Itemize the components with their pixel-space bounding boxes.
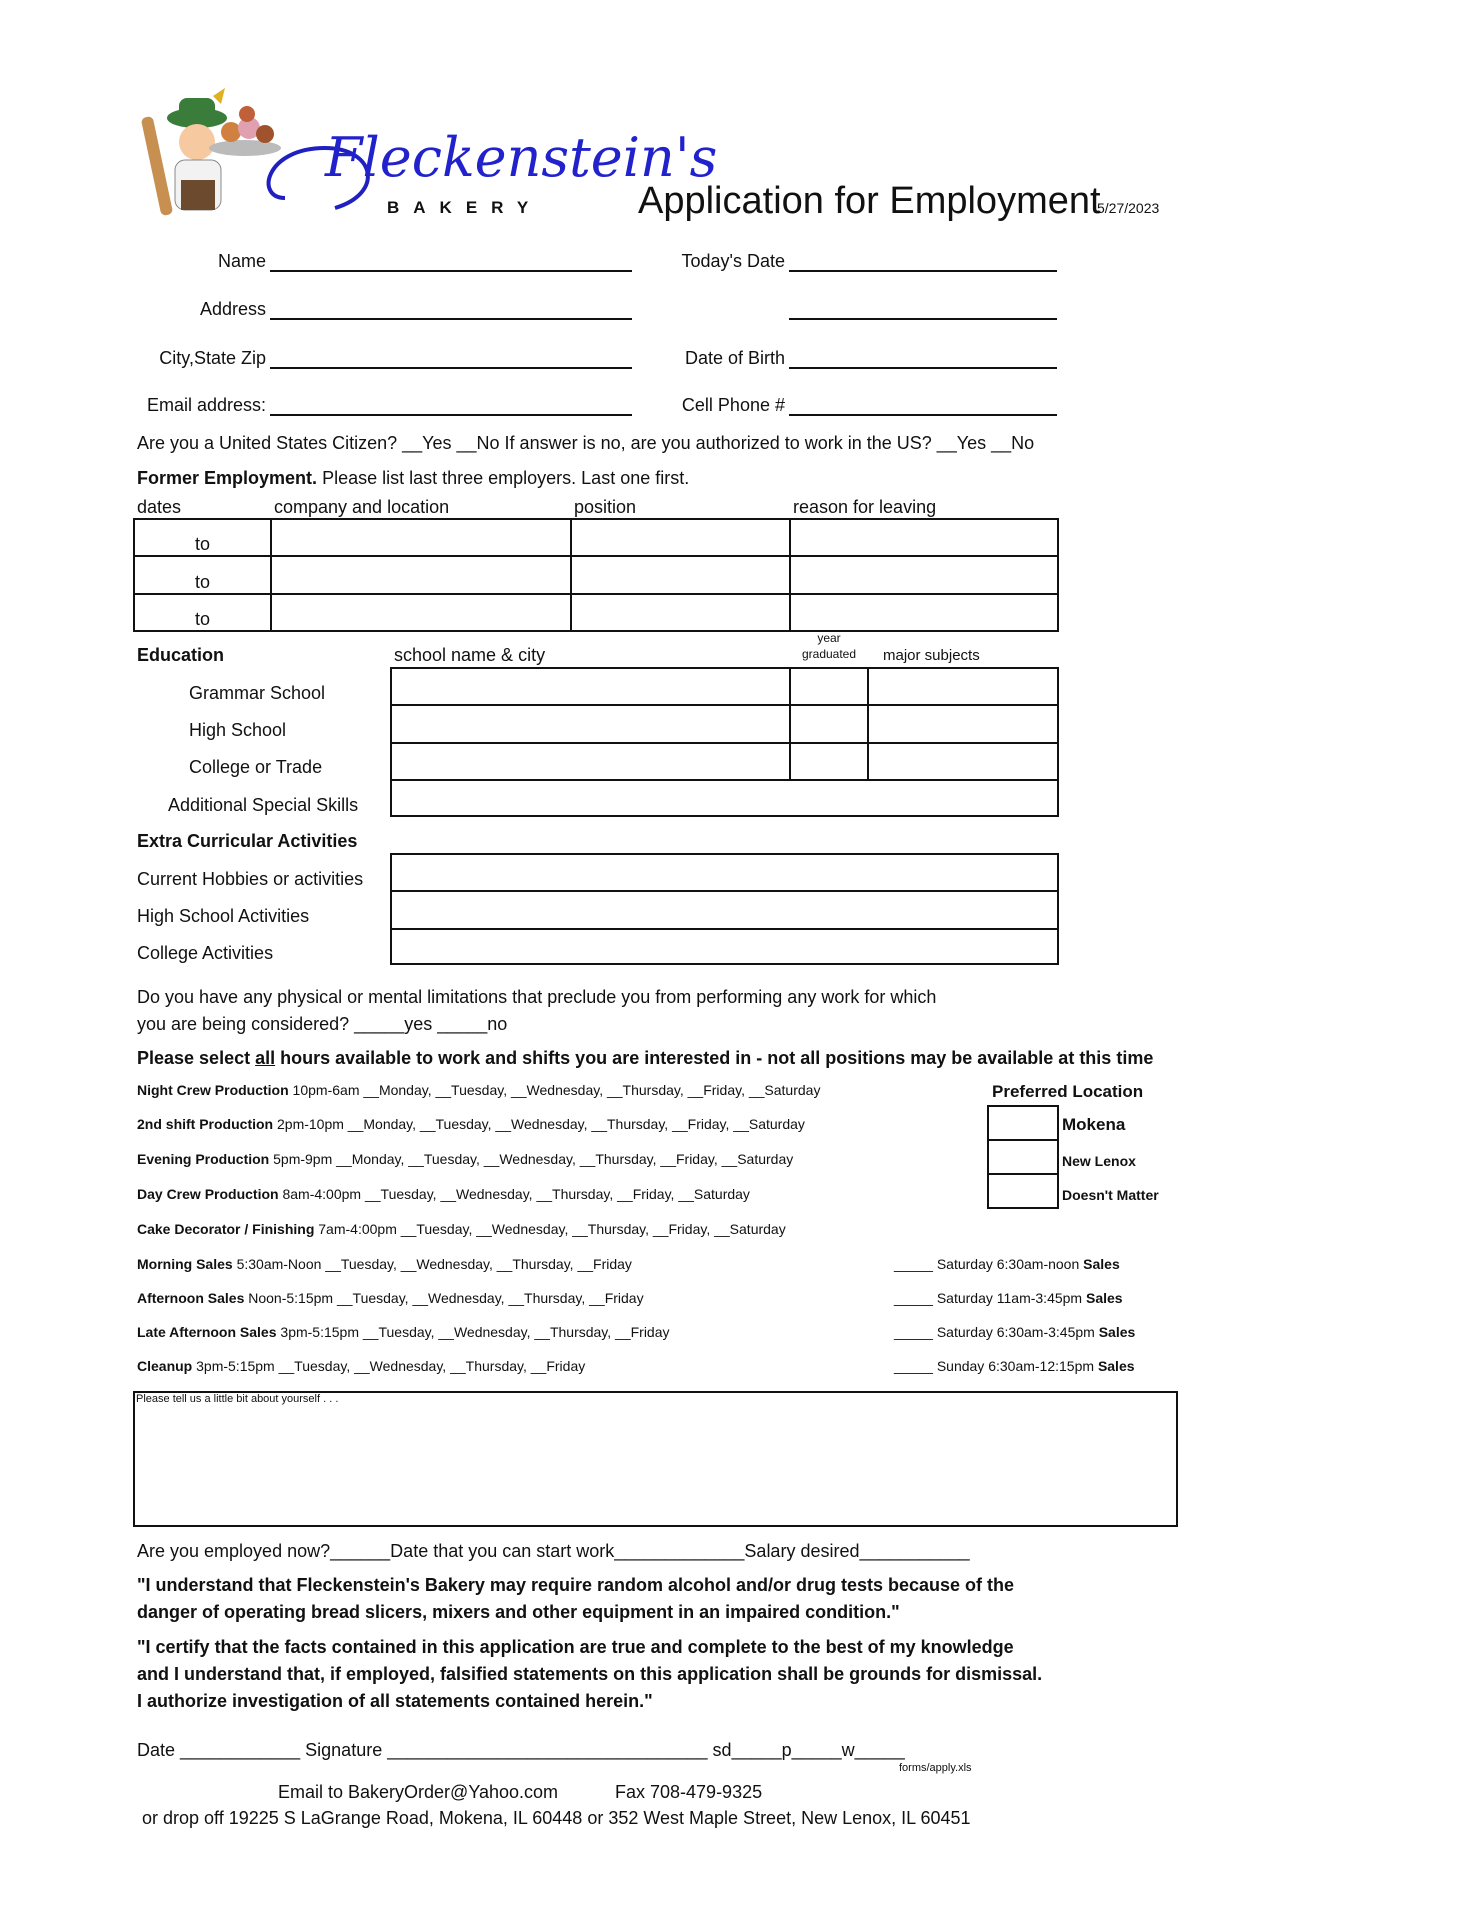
shift-row[interactable] [137,1082,820,1098]
shift-detail: 10pm-6am __Monday, __Tuesday, __Wednesday, __Thursday, __Friday, __Saturday [288,1082,821,1098]
shift-row[interactable] [137,1256,632,1272]
cell-field[interactable] [789,414,1057,416]
employment-title: Former Employment. [137,468,318,488]
contact-email: Email to BakeryOrder@Yahoo.com [278,1782,559,1802]
address-label: Address [199,299,266,319]
education-row-divider [390,779,1059,781]
college-activities-label: College Activities [137,943,274,963]
education-row-divider [390,704,1059,706]
location-mokena: Mokena [1062,1115,1126,1134]
education-heading: Education [137,645,225,665]
college-label: College or Trade [189,757,323,777]
about-yourself-textarea[interactable] [133,1391,1178,1527]
shift-name: Day Crew Production [137,1186,279,1202]
shift-name: Cake Decorator / Finishing [137,1221,315,1237]
shift-detail: 3pm-5:15pm __Tuesday, __Wednesday, __Thursday, __Friday [192,1358,586,1374]
weekend-text: _____ Sunday 6:30am-12:15pm [894,1358,1098,1374]
hours-heading-all: all [255,1048,276,1068]
city-field[interactable] [270,367,632,369]
shift-name: 2nd shift Production [137,1116,274,1132]
limitations-line1: Do you have any physical or mental limitations that preclude you from performing any work for which [137,987,937,1007]
high-school-label: High School [189,720,287,740]
hs-activities-label: High School Activities [137,906,310,926]
location-checkbox-new-lenox[interactable] [987,1139,1059,1175]
weekend-sales: Sales [1097,1358,1135,1374]
employment-row-to: to [195,534,211,554]
location-new-lenox: New Lenox [1062,1153,1136,1169]
shift-detail: 3pm-5:15pm __Tuesday, __Wednesday, __Thursday, __Friday [276,1324,670,1340]
grammar-school-label: Grammar School [189,683,326,703]
email-field[interactable] [270,414,632,416]
weekend-text: _____ Saturday 6:30am-3:45pm [894,1324,1099,1340]
about-yourself-label: Please tell us a little bit about yourself . . . [136,1393,339,1405]
location-doesnt-matter: Doesn't Matter [1062,1187,1159,1203]
page-title: Application for Employment [638,180,1101,222]
name-label: Name [217,251,266,271]
col-year-line1: year [817,631,841,645]
logo-sub-text: BAKERY [387,198,543,217]
shift-name: Night Crew Production [137,1082,289,1098]
education-row-divider [390,742,1059,744]
shift-detail: 5:30am-Noon __Tuesday, __Wednesday, __Thursday, __Friday [232,1256,632,1272]
employment-col-divider [270,518,272,632]
skills-label: Additional Special Skills [168,795,359,815]
contact-fax: Fax 708-479-9325 [615,1782,763,1802]
hours-heading-post: hours available to work and shifts you are interested in - not all positions may be available at this time [275,1048,1154,1068]
address-field[interactable] [270,318,632,320]
col-school: school name & city [394,645,546,665]
employment-instruction: Please list last three employers. Last one first. [322,468,690,488]
extra-heading: Extra Curricular Activities [137,831,358,851]
hobbies-label: Current Hobbies or activities [137,869,364,889]
todays-date-label: Today's Date [681,251,785,271]
form-reference: forms/apply.xls [899,1762,972,1774]
certify-statement-2: and I understand that, if employed, falsified statements on this application shall be grounds for dismissal. [137,1664,1043,1684]
col-position: position [574,497,637,517]
shift-name: Evening Production [137,1151,270,1167]
employment-col-divider [789,518,791,632]
name-field[interactable] [270,270,632,272]
employment-heading [137,468,689,489]
weekend-shift[interactable] [894,1256,1120,1272]
col-company: company and location [274,497,450,517]
location-checkbox-mokena[interactable] [987,1105,1059,1141]
employment-row-to: to [195,609,211,629]
todays-date-field[interactable] [789,270,1057,272]
extra-row-divider [390,890,1059,892]
logo-brand-text: Fleckenstein's [325,126,718,189]
contact-dropoff: or drop off 19225 S LaGrange Road, Mokena, IL 60448 or 352 West Maple Street, New Lenox, IL 60451 [142,1808,971,1828]
weekend-shift[interactable] [894,1358,1135,1374]
weekend-sales: Sales [1085,1290,1123,1306]
shift-name: Morning Sales [137,1256,233,1272]
extra-table[interactable] [390,853,1059,965]
employment-row-to: to [195,572,211,592]
shift-name: Cleanup [137,1358,193,1374]
shift-detail: 5pm-9pm __Monday, __Tuesday, __Wednesday, __Thursday, __Friday, __Saturday [269,1151,794,1167]
address-field-2[interactable] [789,318,1057,320]
shift-row[interactable] [137,1290,644,1306]
dob-label: Date of Birth [684,348,785,368]
shift-row[interactable] [137,1358,585,1374]
weekend-text: _____ Saturday 11am-3:45pm [894,1290,1086,1306]
form-date: 5/27/2023 [1097,200,1160,216]
col-year-line2: graduated [801,647,857,661]
shift-row[interactable] [137,1221,786,1237]
shift-detail: 2pm-10pm __Monday, __Tuesday, __Wednesday, __Thursday, __Friday, __Saturday [273,1116,805,1132]
education-col-divider [789,667,791,780]
location-heading: Preferred Location [992,1082,1144,1101]
shift-row[interactable] [137,1151,793,1167]
bakery-logo [135,88,718,228]
weekend-text: _____ Saturday 6:30am-noon [894,1256,1084,1272]
employment-col-divider [570,518,572,632]
drug-test-statement-1: "I understand that Fleckenstein's Bakery may require random alcohol and/or drug tests because of the [137,1575,1015,1595]
education-col-divider [867,667,869,780]
email-label: Email address: [146,395,266,415]
certify-statement-1: "I certify that the facts contained in this application are true and complete to the best of my knowledge [137,1637,1014,1657]
extra-row-divider [390,928,1059,930]
dob-field[interactable] [789,367,1057,369]
shift-name: Late Afternoon Sales [137,1324,277,1340]
weekend-shift[interactable] [894,1324,1135,1340]
city-label: City,State Zip [159,348,266,368]
col-reason: reason for leaving [793,497,937,517]
drug-test-statement-2: danger of operating bread slicers, mixers and other equipment in an impaired condition." [137,1602,900,1622]
weekend-shift[interactable] [894,1290,1123,1306]
col-dates: dates [137,497,182,517]
location-checkbox-doesnt-matter[interactable] [987,1173,1059,1209]
col-major: major subjects [883,647,980,664]
weekend-sales: Sales [1083,1256,1120,1272]
shift-detail: Noon-5:15pm __Tuesday, __Wednesday, __Thursday, __Friday [244,1290,644,1306]
shift-name: Afternoon Sales [137,1290,245,1306]
shift-detail: 7am-4:00pm __Tuesday, __Wednesday, __Thursday, __Friday, __Saturday [314,1221,786,1237]
signature-line[interactable]: Date ____________ Signature ________________________________ sd_____p_____w_____ [137,1740,905,1760]
shift-detail: 8am-4:00pm __Tuesday, __Wednesday, __Thursday, __Friday, __Saturday [278,1186,750,1202]
limitations-line2[interactable]: you are being considered? _____yes _____no [137,1014,508,1034]
shift-row[interactable] [137,1324,670,1340]
col-year [792,630,866,662]
shift-row[interactable] [137,1116,805,1132]
hours-heading [137,1048,1153,1069]
citizenship-question[interactable]: Are you a United States Citizen? __Yes __No If answer is no, are you authorized to work in the US? __Yes __No [137,433,1035,453]
hours-heading-pre: Please select [137,1048,256,1068]
cell-label: Cell Phone # [681,395,785,415]
weekend-sales: Sales [1098,1324,1136,1340]
employment-status-line[interactable]: Are you employed now?______Date that you can start work_____________Salary desired___________ [137,1541,970,1561]
shift-row[interactable] [137,1186,750,1202]
certify-statement-3: I authorize investigation of all statements contained herein." [137,1691,653,1711]
